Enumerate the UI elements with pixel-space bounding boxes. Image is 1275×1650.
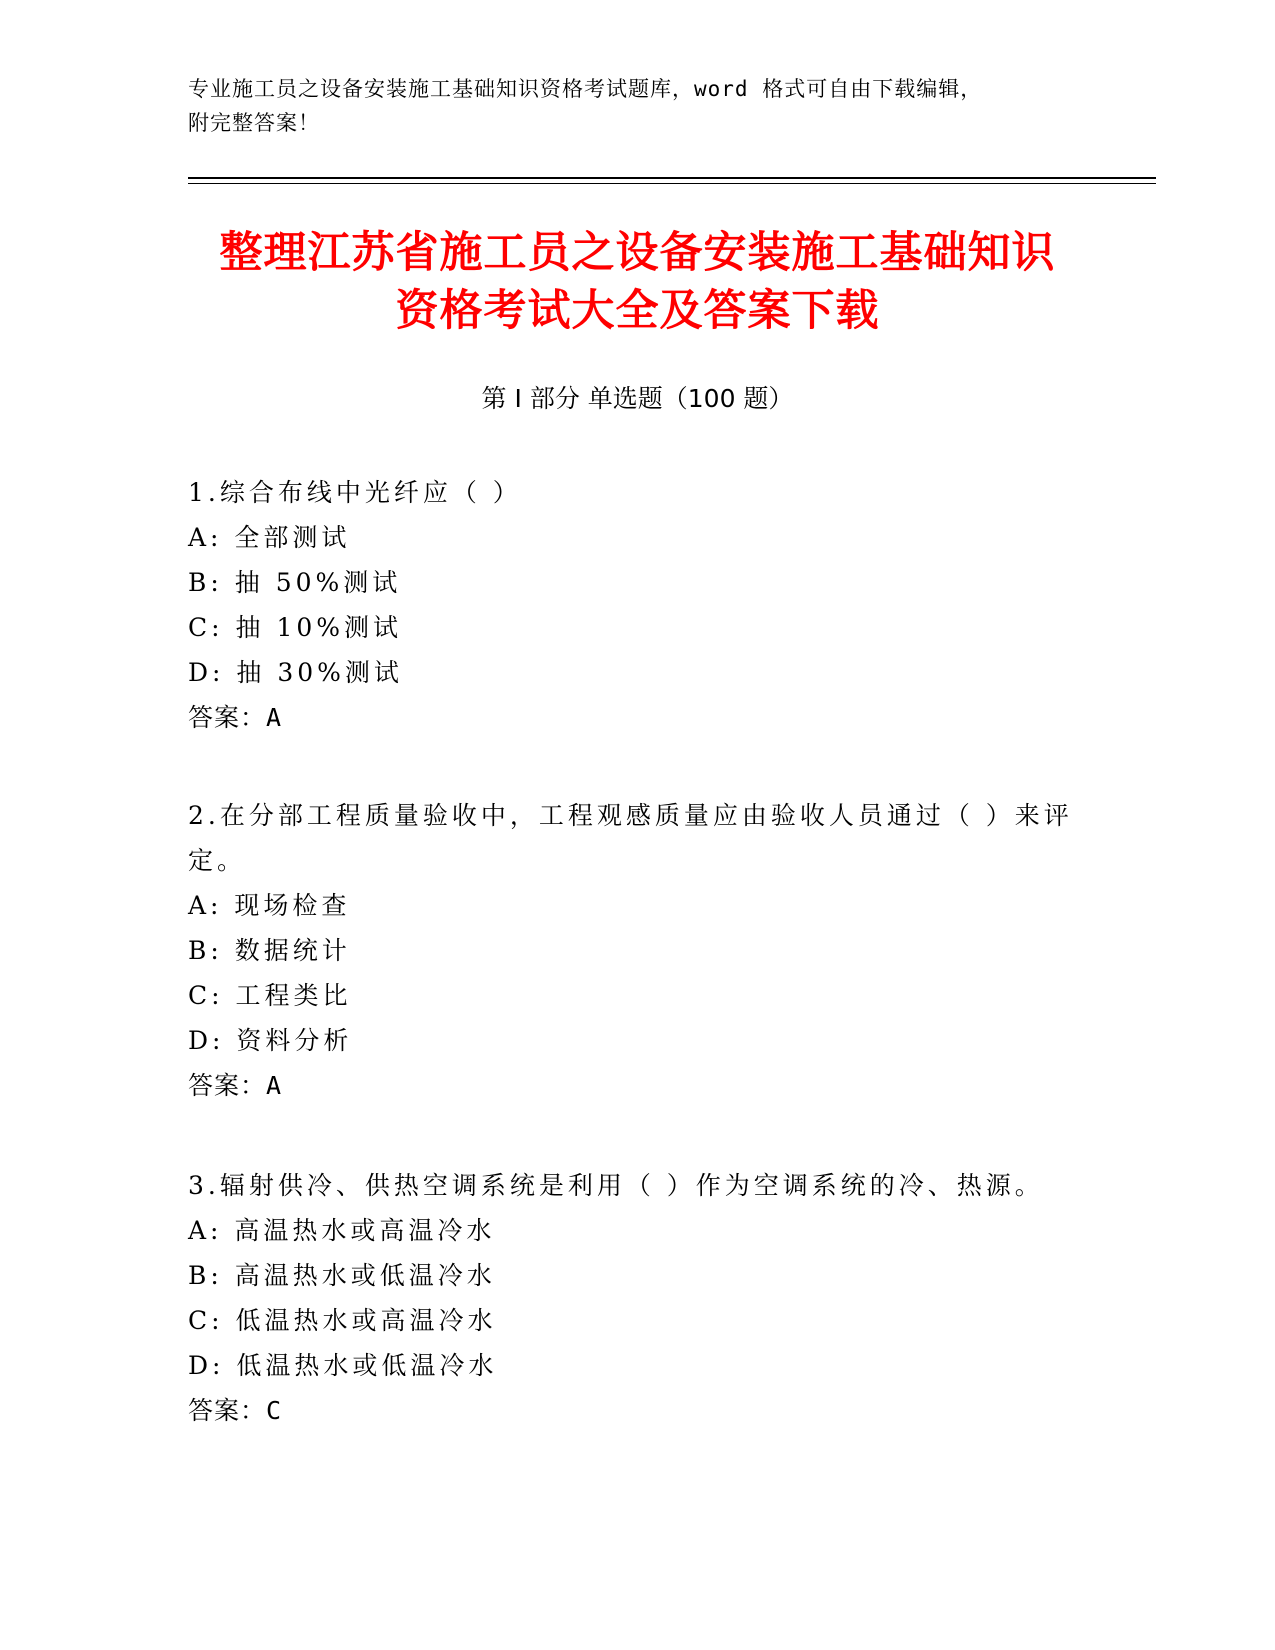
option-b: B: 数据统计 <box>188 936 351 965</box>
document-title <box>150 224 1125 340</box>
question-3 <box>188 1163 1088 1433</box>
header-note-line-1: 专业施工员之设备安装施工基础知识资格考试题库，word 格式可自由下载编辑， <box>188 77 983 101</box>
option-a: A: 高温热水或高温冷水 <box>188 1216 496 1245</box>
option-c: C: 低温热水或高温冷水 <box>188 1306 497 1335</box>
option-d: D: 低温热水或低温冷水 <box>188 1351 498 1380</box>
question-2 <box>188 793 1088 1108</box>
section-title: 第 I 部分 单选题（100 题） <box>481 384 794 413</box>
question-stem: 2.在分部工程质量验收中，工程观感质量应由验收人员通过（ ）来评定。 <box>188 801 1073 875</box>
option-d: D: 资料分析 <box>188 1026 353 1055</box>
header-rule-thick <box>188 177 1156 179</box>
document-title-line-2: 资格考试大全及答案下载 <box>395 286 880 336</box>
option-c: C: 抽 10%测试 <box>188 613 403 642</box>
header-note <box>188 72 1068 140</box>
option-d: D: 抽 30%测试 <box>188 658 403 687</box>
question-stem: 1.综合布线中光纤应（ ） <box>188 478 522 507</box>
answer-line: 答案：A <box>188 703 283 732</box>
option-c: C: 工程类比 <box>188 981 352 1010</box>
document-title-line-1: 整理江苏省施工员之设备安装施工基础知识 <box>219 228 1056 278</box>
question-1 <box>188 470 1088 740</box>
answer-line: 答案：A <box>188 1071 283 1100</box>
header-rule-thin <box>188 183 1156 184</box>
option-a: A: 现场检查 <box>188 891 351 920</box>
answer-line: 答案：C <box>188 1396 283 1425</box>
option-b: B: 抽 50%测试 <box>188 568 402 597</box>
option-a: A: 全部测试 <box>188 523 351 552</box>
header-note-line-2: 附完整答案！ <box>188 111 320 135</box>
question-stem: 3.辐射供冷、供热空调系统是利用（ ）作为空调系统的冷、热源。 <box>188 1171 1044 1200</box>
option-b: B: 高温热水或低温冷水 <box>188 1261 496 1290</box>
